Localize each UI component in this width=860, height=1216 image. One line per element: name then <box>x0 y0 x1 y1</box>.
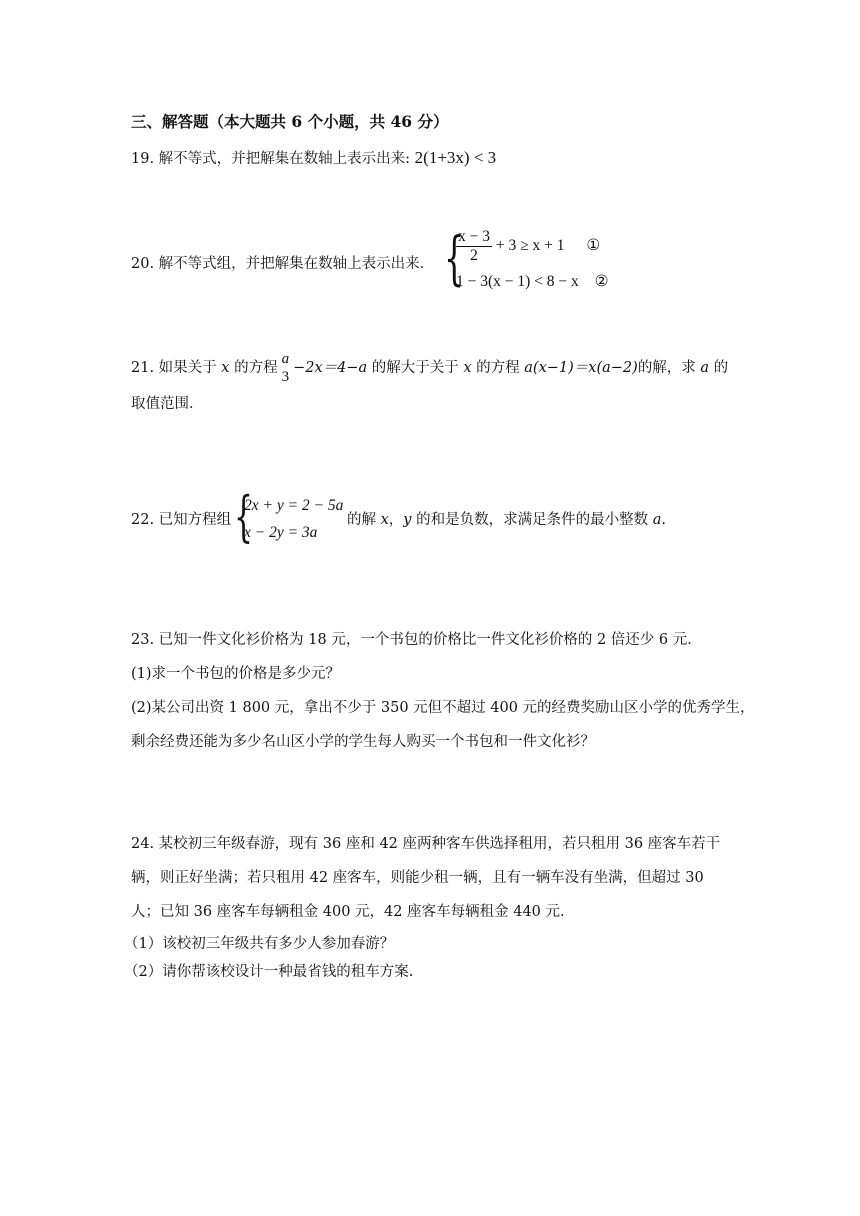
question-21-line-2: 取值范围． <box>131 396 204 412</box>
question-23-part-2-cont: 剩余经费还能为多少名山区小学的学生每人购买一个书包和一件文化衫？ <box>131 734 595 750</box>
inequality-2-expr: 1 − 3(x − 1) < 8 − x <box>456 273 579 290</box>
left-brace-icon: { <box>444 224 465 292</box>
question-22-suffix <box>347 510 666 530</box>
question-21-line-1 <box>131 350 728 386</box>
inequality-2 <box>456 272 609 291</box>
question-22-text: 的解 <box>347 512 381 528</box>
fraction-denominator: 3 <box>281 369 290 385</box>
question-21-text: 的方程 <box>471 360 525 376</box>
fraction <box>456 228 492 265</box>
marker-1: ① <box>586 237 601 255</box>
question-23-part-1: (1)求一个书包的价格是多少元？ <box>131 666 341 682</box>
variable-x: x <box>463 360 472 376</box>
question-19 <box>131 148 496 169</box>
fraction-denominator: 2 <box>470 247 478 264</box>
question-21-text: 的解，求 <box>637 360 701 376</box>
marker-2: ② <box>594 273 609 290</box>
question-23-line-1: 23. 已知一件文化衫价格为 18 元，一个书包的价格比一件文化衫价格的 2 倍还少 6 元． <box>131 632 702 648</box>
equation-2: a(x−1)＝x(a−2) <box>524 360 638 376</box>
section-title: 三、解答题（本大题共 6 个小题，共 46 分） <box>131 112 449 131</box>
question-23-part-2: (2)某公司出资 1 800 元，拿出不少于 350 元但不超过 400 元的经费奖励山区小学的优秀学生， <box>131 700 755 716</box>
variable-x: x <box>221 360 230 376</box>
question-19-inequality: 2(1+3x) < 3 <box>414 148 497 167</box>
period: . <box>661 512 666 528</box>
variable-x: x <box>380 512 389 528</box>
question-24-line-1: 24. 某校初三年级春游，现有 36 座和 42 座两种客车供选择租用，若只租用 36 座客车若干 <box>131 836 721 852</box>
question-24-line-2: 辆，则正好坐满；若只租用 42 座客车，则能少租一辆，且有一辆车没有坐满，但超过 30 <box>131 870 704 886</box>
question-19-text: 19. 解不等式，并把解集在数轴上表示出来: <box>131 151 415 167</box>
question-22-text: 的和是负数，求满足条件的最小整数 <box>411 512 653 528</box>
question-21-prefix: 21. 如果关于 <box>131 360 222 376</box>
question-21-text: 的解大于关于 <box>367 360 464 376</box>
question-20-text: 20. 解不等式组，并把解集在数轴上表示出来． <box>131 256 435 272</box>
question-24-line-3: 人；已知 36 座客车每辆租金 400 元，42 座客车每辆租金 440 元. <box>131 904 565 920</box>
fraction-numerator: a <box>281 351 290 367</box>
left-brace-icon: { <box>234 485 253 548</box>
question-22-prefix: 22. 已知方程组 <box>131 512 232 528</box>
variable-a: a <box>700 360 710 376</box>
variable-y: y <box>403 512 412 528</box>
equation-1: −2x＝4−a <box>293 360 368 376</box>
variable-a: a <box>652 512 662 528</box>
equation-1: 2x + y = 2 − 5a <box>244 497 344 514</box>
fraction-a-over-3 <box>280 350 292 386</box>
question-24-part-2: （2）请你帮该校设计一种最省钱的租车方案. <box>124 964 414 980</box>
inequality-1 <box>456 228 600 265</box>
question-21-text: 的方程 <box>229 360 278 376</box>
equation-2: x − 2y = 3a <box>244 524 318 541</box>
question-24-part-1: （1）该校初三年级共有多少人参加春游？ <box>124 936 395 952</box>
inequality-1-rest: + 3 ≥ x + 1 <box>495 237 565 255</box>
comma: ， <box>388 512 404 528</box>
fraction-numerator: x − 3 <box>458 228 490 245</box>
question-21-text: 的 <box>709 360 729 376</box>
